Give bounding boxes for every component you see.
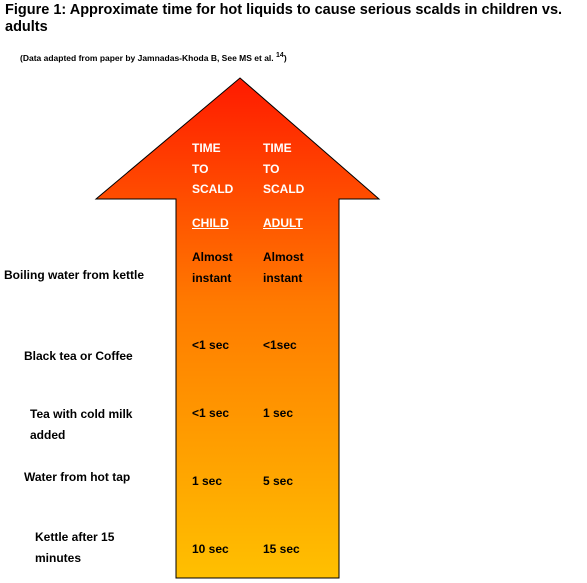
liquid-label (35, 527, 114, 569)
liquid-label: Black tea or Coffee (24, 349, 133, 363)
source-close: ) (283, 53, 287, 63)
liquid-label: Water from hot tap (24, 470, 131, 484)
adult-time-value: 1 sec (263, 406, 294, 420)
child-time-value: <1 sec (192, 406, 230, 420)
child-time-value: <1 sec (192, 338, 230, 352)
child-time-line: instant (192, 271, 232, 285)
adult-time-value: 15 sec (263, 542, 300, 556)
source-text: (Data adapted from paper by Jamnadas-Khoda B, See MS et al. (20, 53, 274, 63)
adult-header-line: TIME (263, 141, 292, 155)
adult-time-line: instant (263, 271, 303, 285)
adult-time-value (263, 247, 304, 289)
child-subheader: CHILD (192, 216, 229, 230)
child-time-value: 1 sec (192, 474, 223, 488)
child-column-header (192, 138, 233, 200)
adult-time-value: <1sec (263, 338, 297, 352)
adult-time-line: Almost (263, 250, 304, 264)
liquid-label (30, 404, 132, 446)
source-reference: 14 (276, 52, 284, 59)
liquid-label-line: Kettle after 15 (35, 530, 115, 544)
adult-column-header (263, 138, 304, 200)
child-time-value: 10 sec (192, 542, 229, 556)
liquid-label-line: minutes (35, 551, 82, 565)
liquid-label-line: Tea with cold milk (30, 407, 133, 421)
child-header-line: TO (192, 161, 209, 176)
adult-header-line: SCALD (263, 182, 305, 196)
child-time-value (192, 247, 233, 289)
child-header-line: TIME (192, 141, 221, 155)
adult-time-value: 5 sec (263, 474, 294, 488)
adult-header-line: TO (263, 161, 280, 176)
child-header-line: SCALD (192, 182, 234, 196)
liquid-label-line: added (30, 428, 66, 442)
child-time-line: Almost (192, 250, 233, 264)
figure-title: Figure 1: Approximate time for hot liquids to cause serious scalds in children vs. adults (5, 2, 563, 35)
liquid-label: Boiling water from kettle (4, 268, 145, 282)
adult-subheader: ADULT (263, 216, 303, 230)
